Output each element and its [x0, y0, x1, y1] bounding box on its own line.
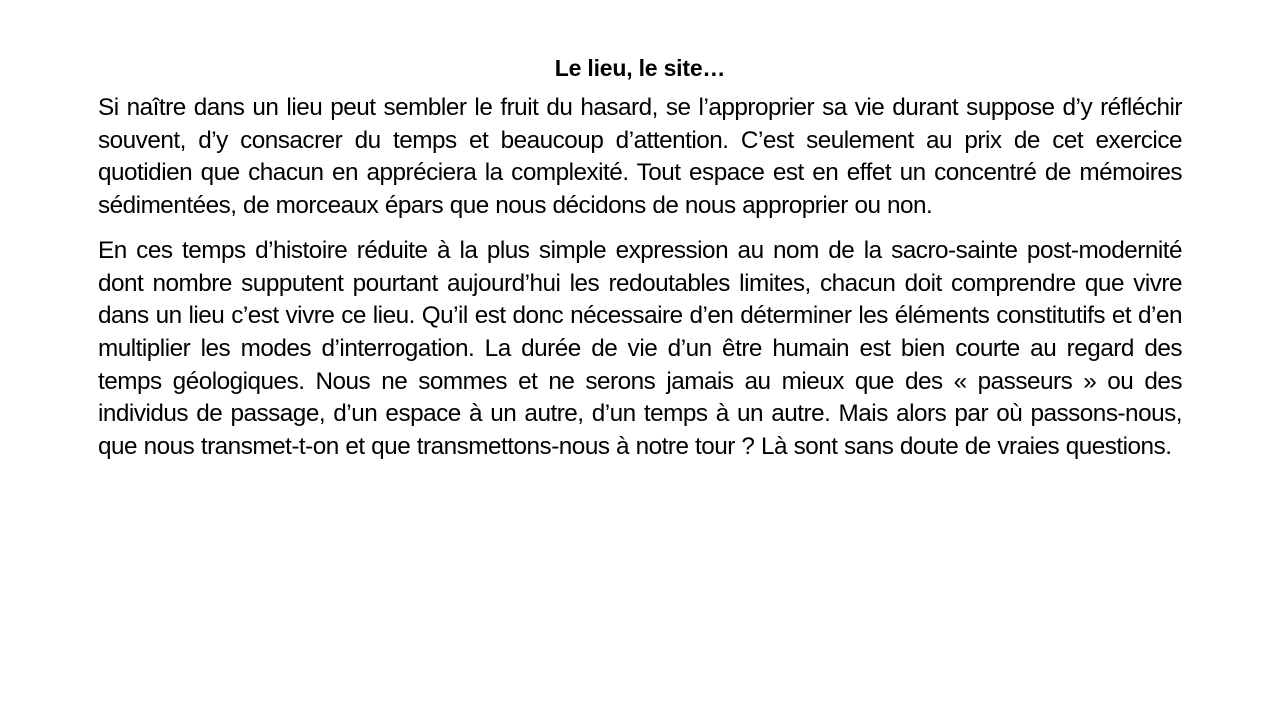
paragraph-2: En ces temps d’histoire réduite à la plus simple expression au nom de la sacro-sainte post-modernité dont nombre supputent pourtant aujourd’hui les redoutables limites, chacun doit comprendre que vivre dans un lieu c’est vivre ce lieu. Qu’il est donc nécessaire d’en déterminer les éléments constitutifs et d’en multiplier les modes d’interrogation. La durée de vie d’un être humain est bien courte au regard des temps géologiques. Nous ne sommes et ne serons jamais au mieux que des « passeurs » ou des individus de passage, d’un espace à un autre, d’un temps à un autre. Mais alors par où passons-nous, que nous transmet-t-on et que transmettons-nous à notre tour ? Là sont sans doute de vraies questions. — [98, 236, 1182, 461]
paragraph-1: Si naître dans un lieu peut sembler le fruit du hasard, se l’approprier sa vie durant suppose d’y réfléchir souvent, d’y consacrer du temps et beaucoup d’attention. C’est seulement au prix de cet exercice quotidien que chacun en appréciera la complexité. Tout espace est en effet un concentré de mémoires sédimentées, de morceaux épars que nous décidons de nous approprier ou non. — [98, 94, 1182, 220]
slide-content — [98, 52, 1182, 476]
slide-title: Le lieu, le site… — [554, 55, 726, 81]
